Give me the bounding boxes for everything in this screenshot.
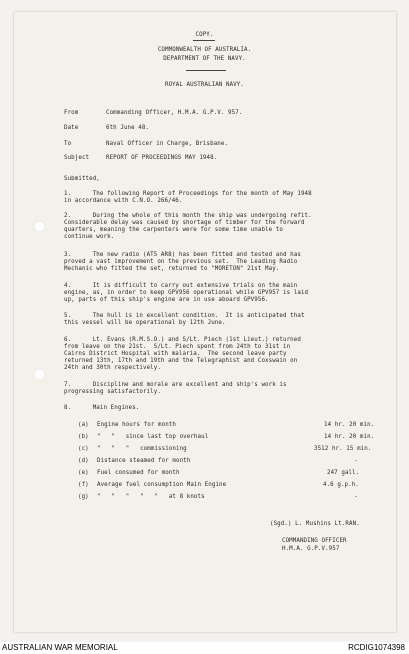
signature-vessel: H.M.A. G.P.V.957 [282,546,340,552]
engine-row-letter: (g) [78,494,89,500]
submitted-text: Submitted, [64,176,100,182]
header-commonwealth: COMMONWEALTH OF AUSTRALIA. [157,47,252,53]
paragraph-line: from leave on the 21st. S/Lt. Piech spent from 24th to 31st in [64,344,291,350]
paragraph-line: in accordance with C.N.O. 266/46. [64,198,183,204]
paragraph-line: progressing satisfactorily. [64,389,161,395]
paragraph-line: Considerable delay was caused by shortage of timber for the forward [64,220,305,226]
paragraph-line: this vessel will be operational by 12th June. [64,320,226,326]
engine-row-letter: (e) [78,470,89,476]
paragraph-line: returned 13th, 17th and 19th and the Telegraphist and Coxswain on [64,358,298,364]
punch-hole [34,369,45,380]
signature-title: COMMANDING OFFICER [282,538,347,544]
from-label: From [64,110,79,116]
engine-row-desc: " " " commissioning [97,446,187,452]
from-value: Commanding Officer, H.M.A. G.P.V. 957. [106,110,243,116]
punch-hole [34,221,45,232]
engine-row-desc: " " " " " at 8 knots [97,494,205,500]
paragraph-line: proved a vast improvement on the previous set. The Leading Radio [64,259,298,265]
subject-label: Subject [64,155,90,161]
to-label: To [64,141,72,147]
engine-row-value: 14 hr. 20 min. [324,434,375,440]
engine-row-value: - [354,494,358,500]
engine-row-letter: (c) [78,446,89,452]
paragraph-line: 2. During the whole of this month the ship was undergoing refit. [64,213,312,219]
engine-row-letter: (d) [78,458,89,464]
engine-row-value: 247 gall. [327,470,360,476]
paragraph-line: 6. Lt. Evans (R.M.S.O.) and S/Lt. Piech (1st Lieut.) returned [64,337,301,343]
engine-row-desc: Fuel consumed for month [97,470,180,476]
paragraph-line: 24th and 30th respectively. [64,365,161,371]
engine-row-value: 3512 hr. 15 min. [314,446,372,452]
engine-row-value: - [354,458,358,464]
paragraph-line: engine, as, in order to keep GPV956 operational while GPV957 is laid [64,290,309,296]
paragraph-line: 5. The hull is in excellent condition. It is anticipated that [64,313,305,319]
header-divider [186,70,226,71]
paragraph-line: Mechanic who fitted the set, returned to "MORETON" 21st May. [64,266,280,272]
engine-row-value: 14 hr. 20 min. [324,422,375,428]
to-value: Naval Officer in Charge, Brisbane. [106,141,229,147]
paragraph-line: quarters, meaning the carpenters were for some time unable to [64,227,283,233]
engine-row-desc: " " since last top overhaul [97,434,209,440]
signature-line: (Sgd.) L. Mushins Lt.RAN. [270,521,360,527]
paragraph-line: up, parts of this ship's engine are in use aboard GPV956. [64,297,269,303]
engine-row-letter: (f) [78,482,89,488]
copy-label: COPY. [195,32,214,38]
subject-value: REPORT OF PROCEEDINGS MAY 1948. [106,155,218,161]
paragraph-line: continue work. [64,234,115,240]
copy-underline [193,40,215,41]
archive-id: RCDIG1074398 [348,643,405,652]
header-department: DEPARTMENT OF THE NAVY. [163,56,246,62]
paragraph-line: Cairns District Hospital with malaria. The second leave party [64,351,287,357]
header-ran: ROYAL AUSTRALIAN NAVY. [165,82,244,88]
archive-footer [0,642,409,654]
paragraph-line: 3. The new radio (AT5 AR8) has been fitted and tested and has [64,252,301,258]
date-label: Date [64,125,79,131]
engine-row-desc: Engine hours for month [97,422,176,428]
engine-row-desc: Average fuel consumption Main Engine [97,482,227,488]
paragraph-line: 7. Discipline and morale are excellent and ship's work is [64,382,287,388]
main-engines-heading: 8. Main Engines. [64,405,140,411]
paragraph-line: 1. The following Report of Proceedings for the month of May 1948 [64,191,312,197]
paragraph-line: 4. It is difficult to carry out extensive trials on the main [64,283,298,289]
engine-row-letter: (a) [78,422,89,428]
engine-row-desc: Distance steamed for month [97,458,191,464]
engine-row-letter: (b) [78,434,89,440]
engine-row-value: 4.6 g.p.h. [323,482,359,488]
archive-name: AUSTRALIAN WAR MEMORIAL [2,643,118,652]
date-value: 6th June 48. [106,125,150,131]
